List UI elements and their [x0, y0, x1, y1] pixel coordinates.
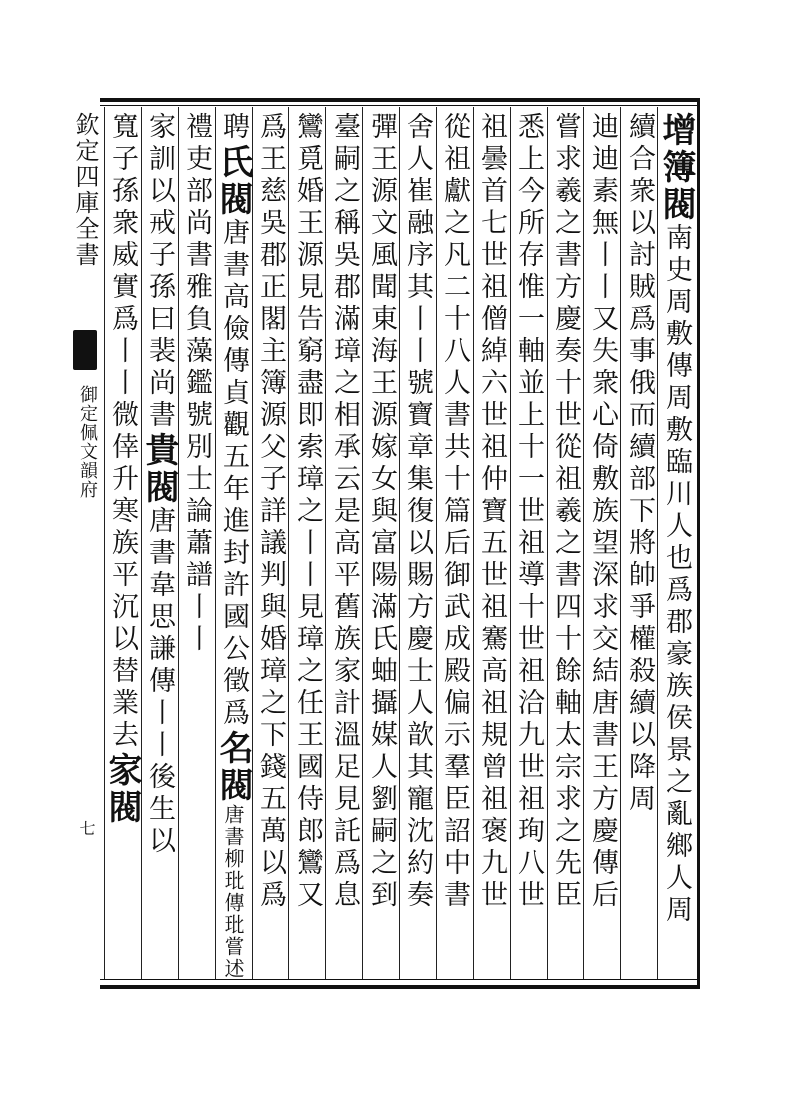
frame-bottom-rule — [100, 985, 700, 989]
text-column — [102, 112, 142, 980]
headword: 名閥 — [213, 730, 253, 804]
body-text: 唐書高儉傳貞觀五年進封許國公徵爲 — [218, 218, 249, 730]
body-text: 南史周敷傳周敷臨川人也爲郡豪族侯景之亂鄉人周 — [661, 223, 692, 927]
body-text: 鸞覓婚王源見告窮盡即索璋之丨丨見璋之任王國侍郎鸞又 — [292, 112, 323, 912]
text-column — [511, 112, 545, 980]
frame-right-rule — [697, 98, 700, 989]
column-divider — [325, 107, 326, 979]
column-divider — [362, 107, 363, 979]
text-column — [474, 112, 508, 980]
headword: 家閥 — [102, 752, 142, 826]
text-column — [585, 112, 619, 980]
margin-page-number: 七 — [77, 820, 96, 836]
headword: 貴閥 — [139, 432, 179, 506]
body-text: 寬子孫衆威實爲丨丨微倖升寒族平沉以替業去 — [107, 112, 138, 752]
margin-volume-title: 御定佩文韻府 — [77, 385, 98, 499]
headword: 氏閥 — [213, 144, 253, 218]
text-column — [400, 112, 434, 980]
body-text: 舍人崔融序其丨丨號寶章集復以賜方慶士人歆其寵沈約奏 — [402, 112, 433, 912]
text-column — [327, 112, 361, 980]
text-column — [622, 112, 656, 980]
text-column — [656, 112, 696, 980]
column-divider — [583, 107, 584, 979]
body-text: 聘 — [218, 112, 249, 144]
body-text: 悉上今所存惟一軸並上十一世祖導十世祖洽九世祖珣八世 — [513, 112, 544, 912]
column-divider — [657, 107, 658, 979]
margin-book-title: 欽定四庫全書 — [71, 112, 99, 268]
text-column — [437, 112, 471, 980]
text-column — [253, 112, 287, 980]
body-text: 唐書韋思謙傳丨丨後生以 — [144, 506, 175, 858]
text-column — [139, 112, 179, 980]
text-column — [213, 112, 253, 980]
column-divider — [288, 107, 289, 979]
body-text: 家訓以戒子孫曰裴尚書 — [144, 112, 175, 432]
fishtail-mark — [73, 330, 97, 370]
body-text: 嘗求羲之書方慶奏十世從祖羲之書四十餘軸太宗求之先臣 — [550, 112, 581, 912]
frame-top-thin-rule — [100, 105, 700, 106]
body-text: 續合衆以討賊爲事俄而續部下將帥爭權殺續以降周 — [624, 112, 655, 816]
text-column — [290, 112, 324, 980]
column-divider — [620, 107, 621, 979]
body-text: 臺嗣之稱吳郡滿璋之相承云是高平舊族家計溫足見託爲息 — [329, 112, 360, 912]
body-text: 祖曇首七世祖僧綽六世祖仲寶五世祖騫高祖規曾祖褒九世 — [476, 112, 507, 912]
text-column — [179, 112, 213, 980]
text-column — [548, 112, 582, 980]
frame-top-rule — [100, 98, 700, 102]
text-column — [364, 112, 398, 980]
body-text: 禮吏部尚書雅負藻鑑號別士論蕭譜丨丨 — [181, 112, 212, 656]
body-text: 爲王慈吳郡正閣主簿源父子詳議判與婚璋之下錢五萬以爲 — [255, 112, 286, 912]
body-text: 彈王源文風聞東海王源嫁女與富陽滿氏蚰攝媒人劉嗣之到 — [366, 112, 397, 912]
annotation-text: 唐書柳玭傳玭嘗述 — [221, 804, 245, 980]
body-text: 迪迪素無丨丨又失衆心倚敷族望深求交結唐書王方慶傳后 — [587, 112, 618, 912]
body-text: 從祖獻之凡二十八人書共十篇后御武成殿偏示羣臣詔中書 — [439, 112, 470, 912]
headword: 增簿閥 — [656, 112, 696, 223]
